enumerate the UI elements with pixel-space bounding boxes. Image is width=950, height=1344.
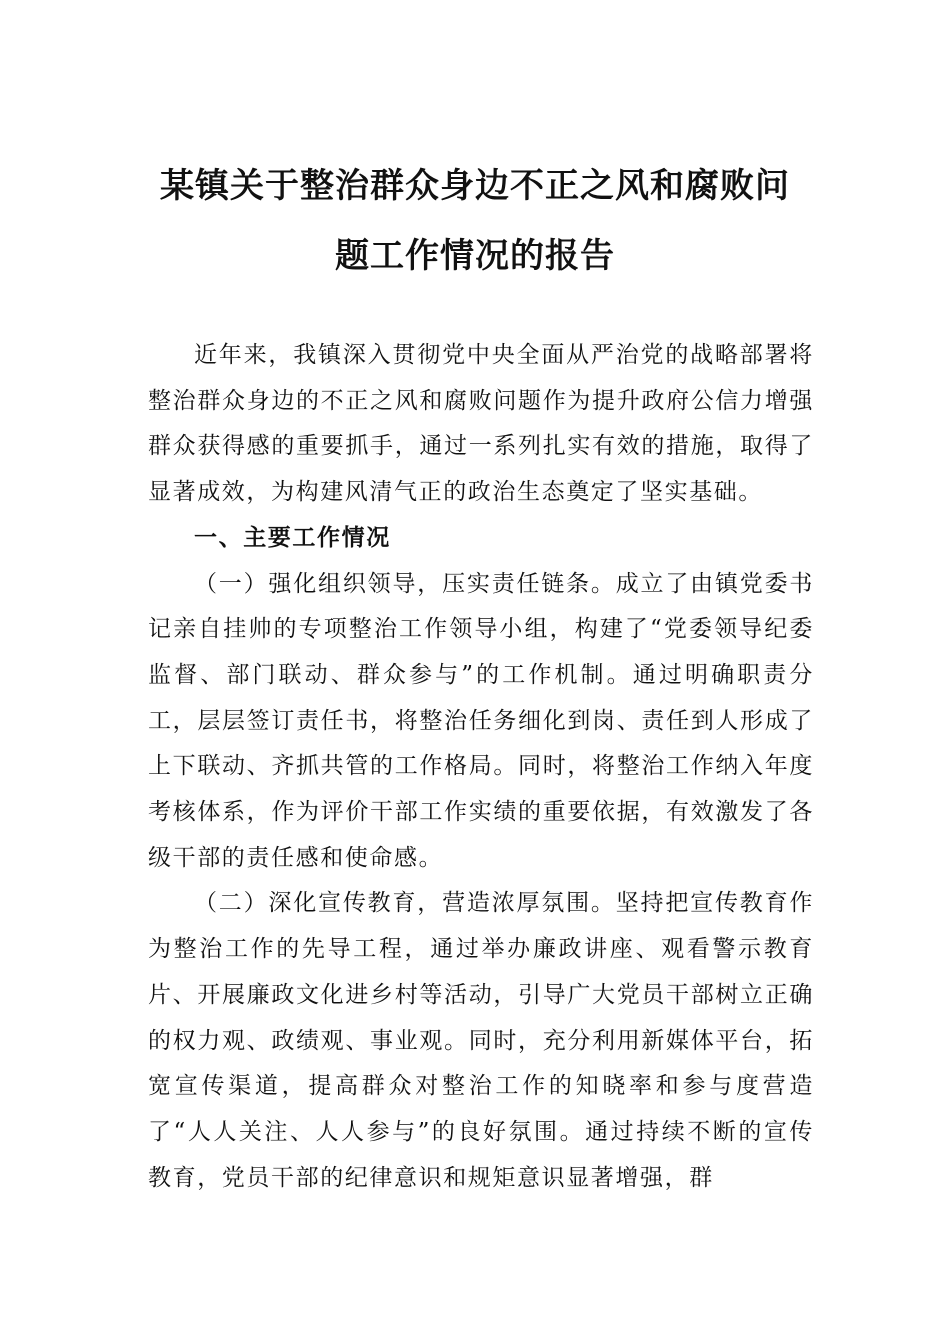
subsection-paragraph-1 (148, 562, 814, 882)
subsection-paragraph-2 (148, 881, 814, 1201)
subsection-text-1: 成立了由镇党委书记亲自挂帅的专项整治工作领导小组，构建了“党委领导纪委监督、部门联动、群众参与”的工作机制。通过明确职责分工，层层签订责任书，将整治任务细化到岗、责任到人形成了上下联动、齐抓共管的工作格局。同时，将整治工作纳入年度考核体系，作为评价干部工作实绩的重要依据，有效激发了各级干部的责任感和使命感。 (148, 570, 814, 871)
intro-paragraph: 近年来，我镇深入贯彻党中央全面从严治党的战略部署将整治群众身边的不正之风和腐败问题作为提升政府公信力增强群众获得感的重要抓手，通过一系列扎实有效的措施，取得了显著成效，为构建风清气正的政治生态奠定了坚实基础。 (148, 342, 814, 506)
section-heading-main-work: 一、主要工作情况 (194, 524, 391, 551)
document-body (148, 333, 814, 1201)
subsection-text-2: 坚持把宣传教育作为整治工作的先导工程，通过举办廉政讲座、观看警示教育片、开展廉政文化进乡村等活动，引导广大党员干部树立正确的权力观、政绩观、事业观。同时，充分利用新媒体平台，拓宽宣传渠道，提高群众对整治工作的知晓率和参与度营造了“人人关注、人人参与”的良好氛围。通过持续不断的宣传教育，党员干部的纪律意识和规矩意识显著增强，群 (148, 890, 814, 1191)
document-title-line-1: 某镇关于整治群众身边不正之风和腐败问 (160, 166, 790, 206)
subsection-lead-2: （二）深化宣传教育，营造浓厚氛围。 (194, 890, 616, 917)
subsection-lead-1: （一）强化组织领导，压实责任链条。 (194, 570, 616, 597)
document-title-line-2: 题工作情况的报告 (335, 236, 615, 276)
